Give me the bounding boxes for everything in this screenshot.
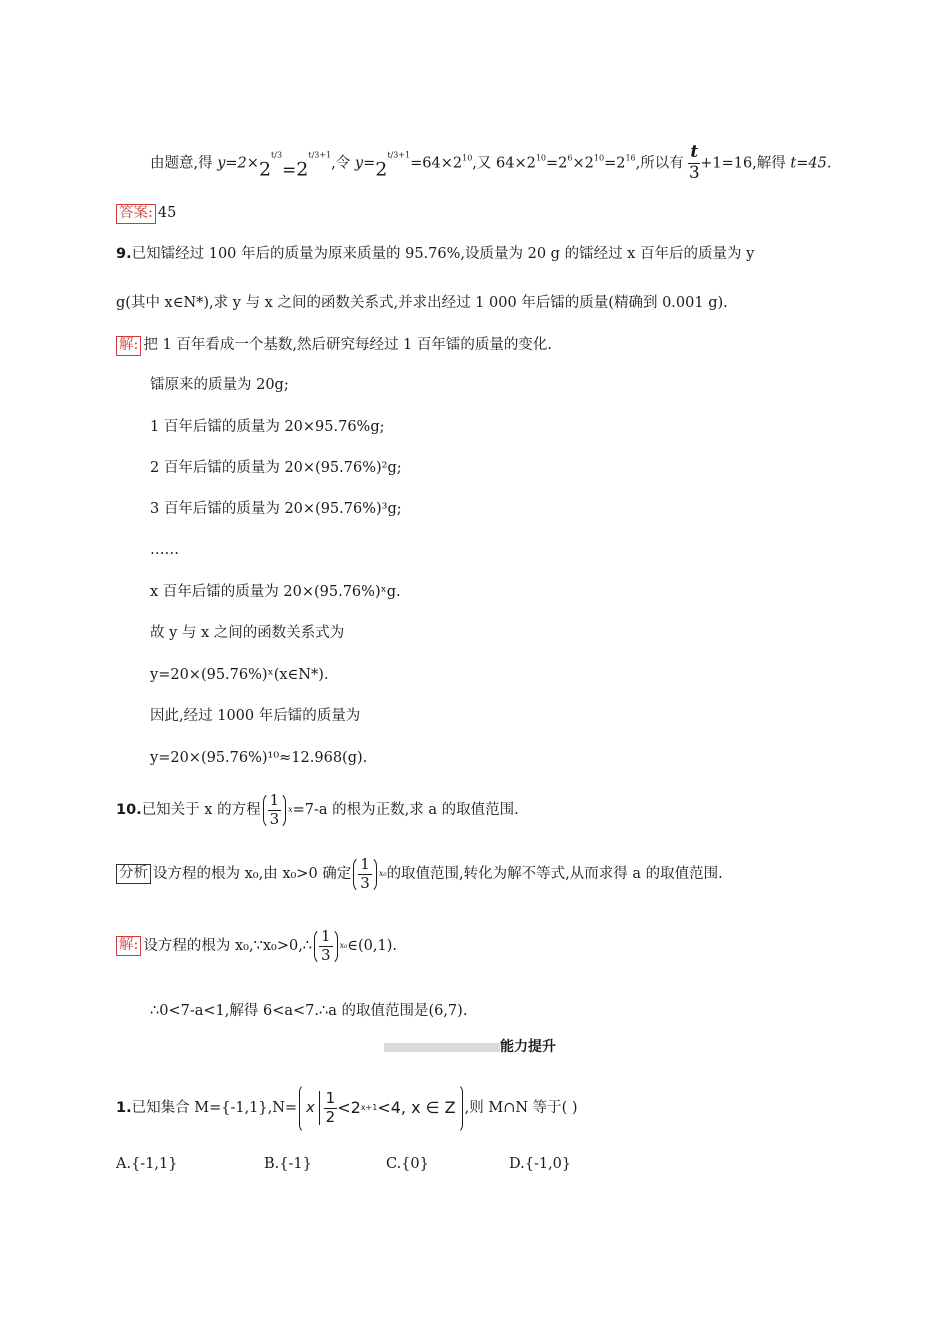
question-text: =7-a 的根为正数,求 a 的取值范围. xyxy=(292,802,519,818)
text: t=45. xyxy=(790,155,832,172)
text: ,所以有 xyxy=(635,155,684,172)
numerator: t xyxy=(690,142,699,162)
question-1 xyxy=(116,1084,578,1133)
option-text: C.{0} xyxy=(386,1156,429,1172)
exponent: 10 xyxy=(593,153,605,163)
option-text: D.{-1,0} xyxy=(509,1156,572,1172)
set-builder: x $\frac{1}{2}$ <2 x+1 <4, x ∈ Z xyxy=(299,1084,463,1133)
inequality: <2 xyxy=(337,1098,361,1118)
base: 2 xyxy=(258,158,272,181)
solution-text: ∴0<7-a<1,解得 6<a<7.∴a 的取值范围是(6,7). xyxy=(150,1003,468,1019)
question-text: 已知关于 x 的方程 xyxy=(141,802,261,818)
analysis-tag: 分析 xyxy=(116,864,151,884)
question-text: 已知集合 M={-1,1},N= xyxy=(131,1100,298,1116)
question-text: 已知镭经过 100 年后的质量为原来质量的 95.76%,设质量为 20 g 的镭经过 x 百年后的质量为 y xyxy=(131,246,755,262)
solution-text: 设方程的根为 x₀,∵x₀>0,∴ xyxy=(143,938,313,954)
solution-9-line xyxy=(150,668,328,683)
analysis-10: 分析 设方程的根为 x₀,由 x₀>0 确定 $\frac{1}{3}$ x₀ 的取值范围,转化为解不等式,从而求得 a 的取值范围. xyxy=(116,856,723,893)
denominator: 3 xyxy=(688,162,700,183)
option-d[interactable] xyxy=(509,1157,571,1172)
option-text: B.{-1} xyxy=(264,1156,312,1172)
analysis-text: 设方程的根为 x₀,由 x₀>0 确定 xyxy=(153,866,352,882)
base: 2 xyxy=(375,158,388,181)
solution-text: 2 百年后镭的质量为 20×(95.76%)²g; xyxy=(150,460,402,476)
solution-9-line xyxy=(150,751,367,766)
text: =2 xyxy=(604,155,626,172)
text: =64×2 xyxy=(410,155,463,172)
text: ×2 xyxy=(572,155,594,172)
solution-text: 因此,经过 1000 年后镭的质量为 xyxy=(150,708,361,724)
text: +1=16,解得 xyxy=(700,155,786,172)
numerator: 1 xyxy=(360,855,370,873)
solution-text: 把 1 百年看成一个基数,然后研究每经过 1 百年镭的质量的变化. xyxy=(143,337,552,353)
exponent: t/3 xyxy=(387,150,399,160)
solution-text: 故 y 与 x 之间的函数关系式为 xyxy=(150,625,345,641)
exponent: t/3 xyxy=(308,150,320,160)
solution-text: ∈(0,1). xyxy=(347,938,398,954)
paren-fraction xyxy=(263,792,287,829)
exponent: 10 xyxy=(462,153,473,163)
option-text: A.{-1,1} xyxy=(116,1156,178,1172)
fraction-t-over-3 xyxy=(688,144,700,183)
text: =2 xyxy=(546,155,568,172)
question-number: 1. xyxy=(116,1100,132,1116)
exponent: +1 xyxy=(398,150,411,160)
numerator: 1 xyxy=(325,1089,336,1107)
answer-tag: 答案: xyxy=(116,204,156,224)
question-number: 10. xyxy=(116,802,142,818)
denominator: 2 xyxy=(325,1107,336,1126)
text: ,又 64×2 xyxy=(472,155,536,172)
option-a[interactable] xyxy=(116,1157,178,1172)
section-title-text: 能力提升 xyxy=(500,1039,556,1055)
section-divider xyxy=(384,1043,500,1052)
solution-tag: 解: xyxy=(116,936,141,956)
formula: y=2× xyxy=(217,155,259,172)
solution-text: y=20×(95.76%)ˣ(x∈N*). xyxy=(150,667,329,683)
denominator: 3 xyxy=(360,873,370,892)
solution-tag: 解: xyxy=(116,336,141,356)
answer-8 xyxy=(116,204,176,224)
question-text: g(其中 x∈N*),求 y 与 x 之间的函数关系式,并求出经过 1 000 年后镭的质量(精确到 0.001 g). xyxy=(116,295,728,311)
solution-9-line xyxy=(150,502,402,517)
solution-9-line xyxy=(150,585,401,600)
solution-9-line xyxy=(150,543,179,558)
section-title xyxy=(500,1040,556,1054)
question-9-line2 xyxy=(116,296,728,311)
inequality: <4, x ∈ Z xyxy=(377,1098,456,1118)
exponent: +1 xyxy=(319,150,332,160)
text: 由题意,得 xyxy=(150,155,213,172)
option-c[interactable] xyxy=(386,1157,429,1172)
paren-fraction xyxy=(353,856,377,893)
solution-10-line2 xyxy=(150,1004,467,1019)
solution-10-line1: 解: 设方程的根为 x₀,∵x₀>0,∴ $\frac{1}{3}$ x₀ ∈(0,1). xyxy=(116,928,397,965)
exponent: 6 xyxy=(567,153,573,163)
exponent: t/3 xyxy=(271,150,283,160)
base: 2 xyxy=(296,158,309,181)
solution-text: …… xyxy=(150,542,179,558)
paren-fraction xyxy=(314,928,338,965)
question-number: 9. xyxy=(116,246,132,262)
solution-9-line xyxy=(150,378,289,393)
set-bar xyxy=(319,1091,320,1125)
option-b[interactable] xyxy=(264,1157,312,1172)
solution-8-line xyxy=(150,144,831,183)
solution-text: x 百年后镭的质量为 20×(95.76%)ˣg. xyxy=(150,584,401,600)
solution-text: 镭原来的质量为 20g; xyxy=(150,377,289,393)
solution-9-line xyxy=(116,336,552,356)
equals: = xyxy=(282,160,297,181)
text: ,令 xyxy=(331,155,351,172)
formula: y= xyxy=(354,155,376,172)
question-10: 10. 已知关于 x 的方程 $\frac{1}{3}$ x =7-a 的根为正数,求 a 的取值范围. xyxy=(116,791,519,828)
denominator: 3 xyxy=(269,809,280,828)
solution-9-line xyxy=(150,626,344,641)
question-9-line1 xyxy=(116,247,754,262)
question-text: ,则 M∩N 等于( ) xyxy=(464,1100,578,1116)
numerator: 1 xyxy=(321,927,331,945)
solution-9-line xyxy=(150,420,385,435)
answer-value: 45 xyxy=(157,205,177,221)
exponent: 16 xyxy=(625,153,636,163)
solution-text: 1 百年后镭的质量为 20×95.76%g; xyxy=(150,419,385,435)
solution-9-line xyxy=(150,461,402,476)
exponent: 10 xyxy=(535,153,547,163)
analysis-text: 的取值范围,转化为解不等式,从而求得 a 的取值范围. xyxy=(386,866,723,882)
solution-9-line xyxy=(150,709,360,724)
set-variable: x xyxy=(306,1100,315,1116)
solution-text: 3 百年后镭的质量为 20×(95.76%)³g; xyxy=(150,501,402,517)
denominator: 3 xyxy=(321,945,331,964)
solution-text: y=20×(95.76%)¹⁰≈12.968(g). xyxy=(150,750,368,766)
numerator: 1 xyxy=(269,791,280,809)
